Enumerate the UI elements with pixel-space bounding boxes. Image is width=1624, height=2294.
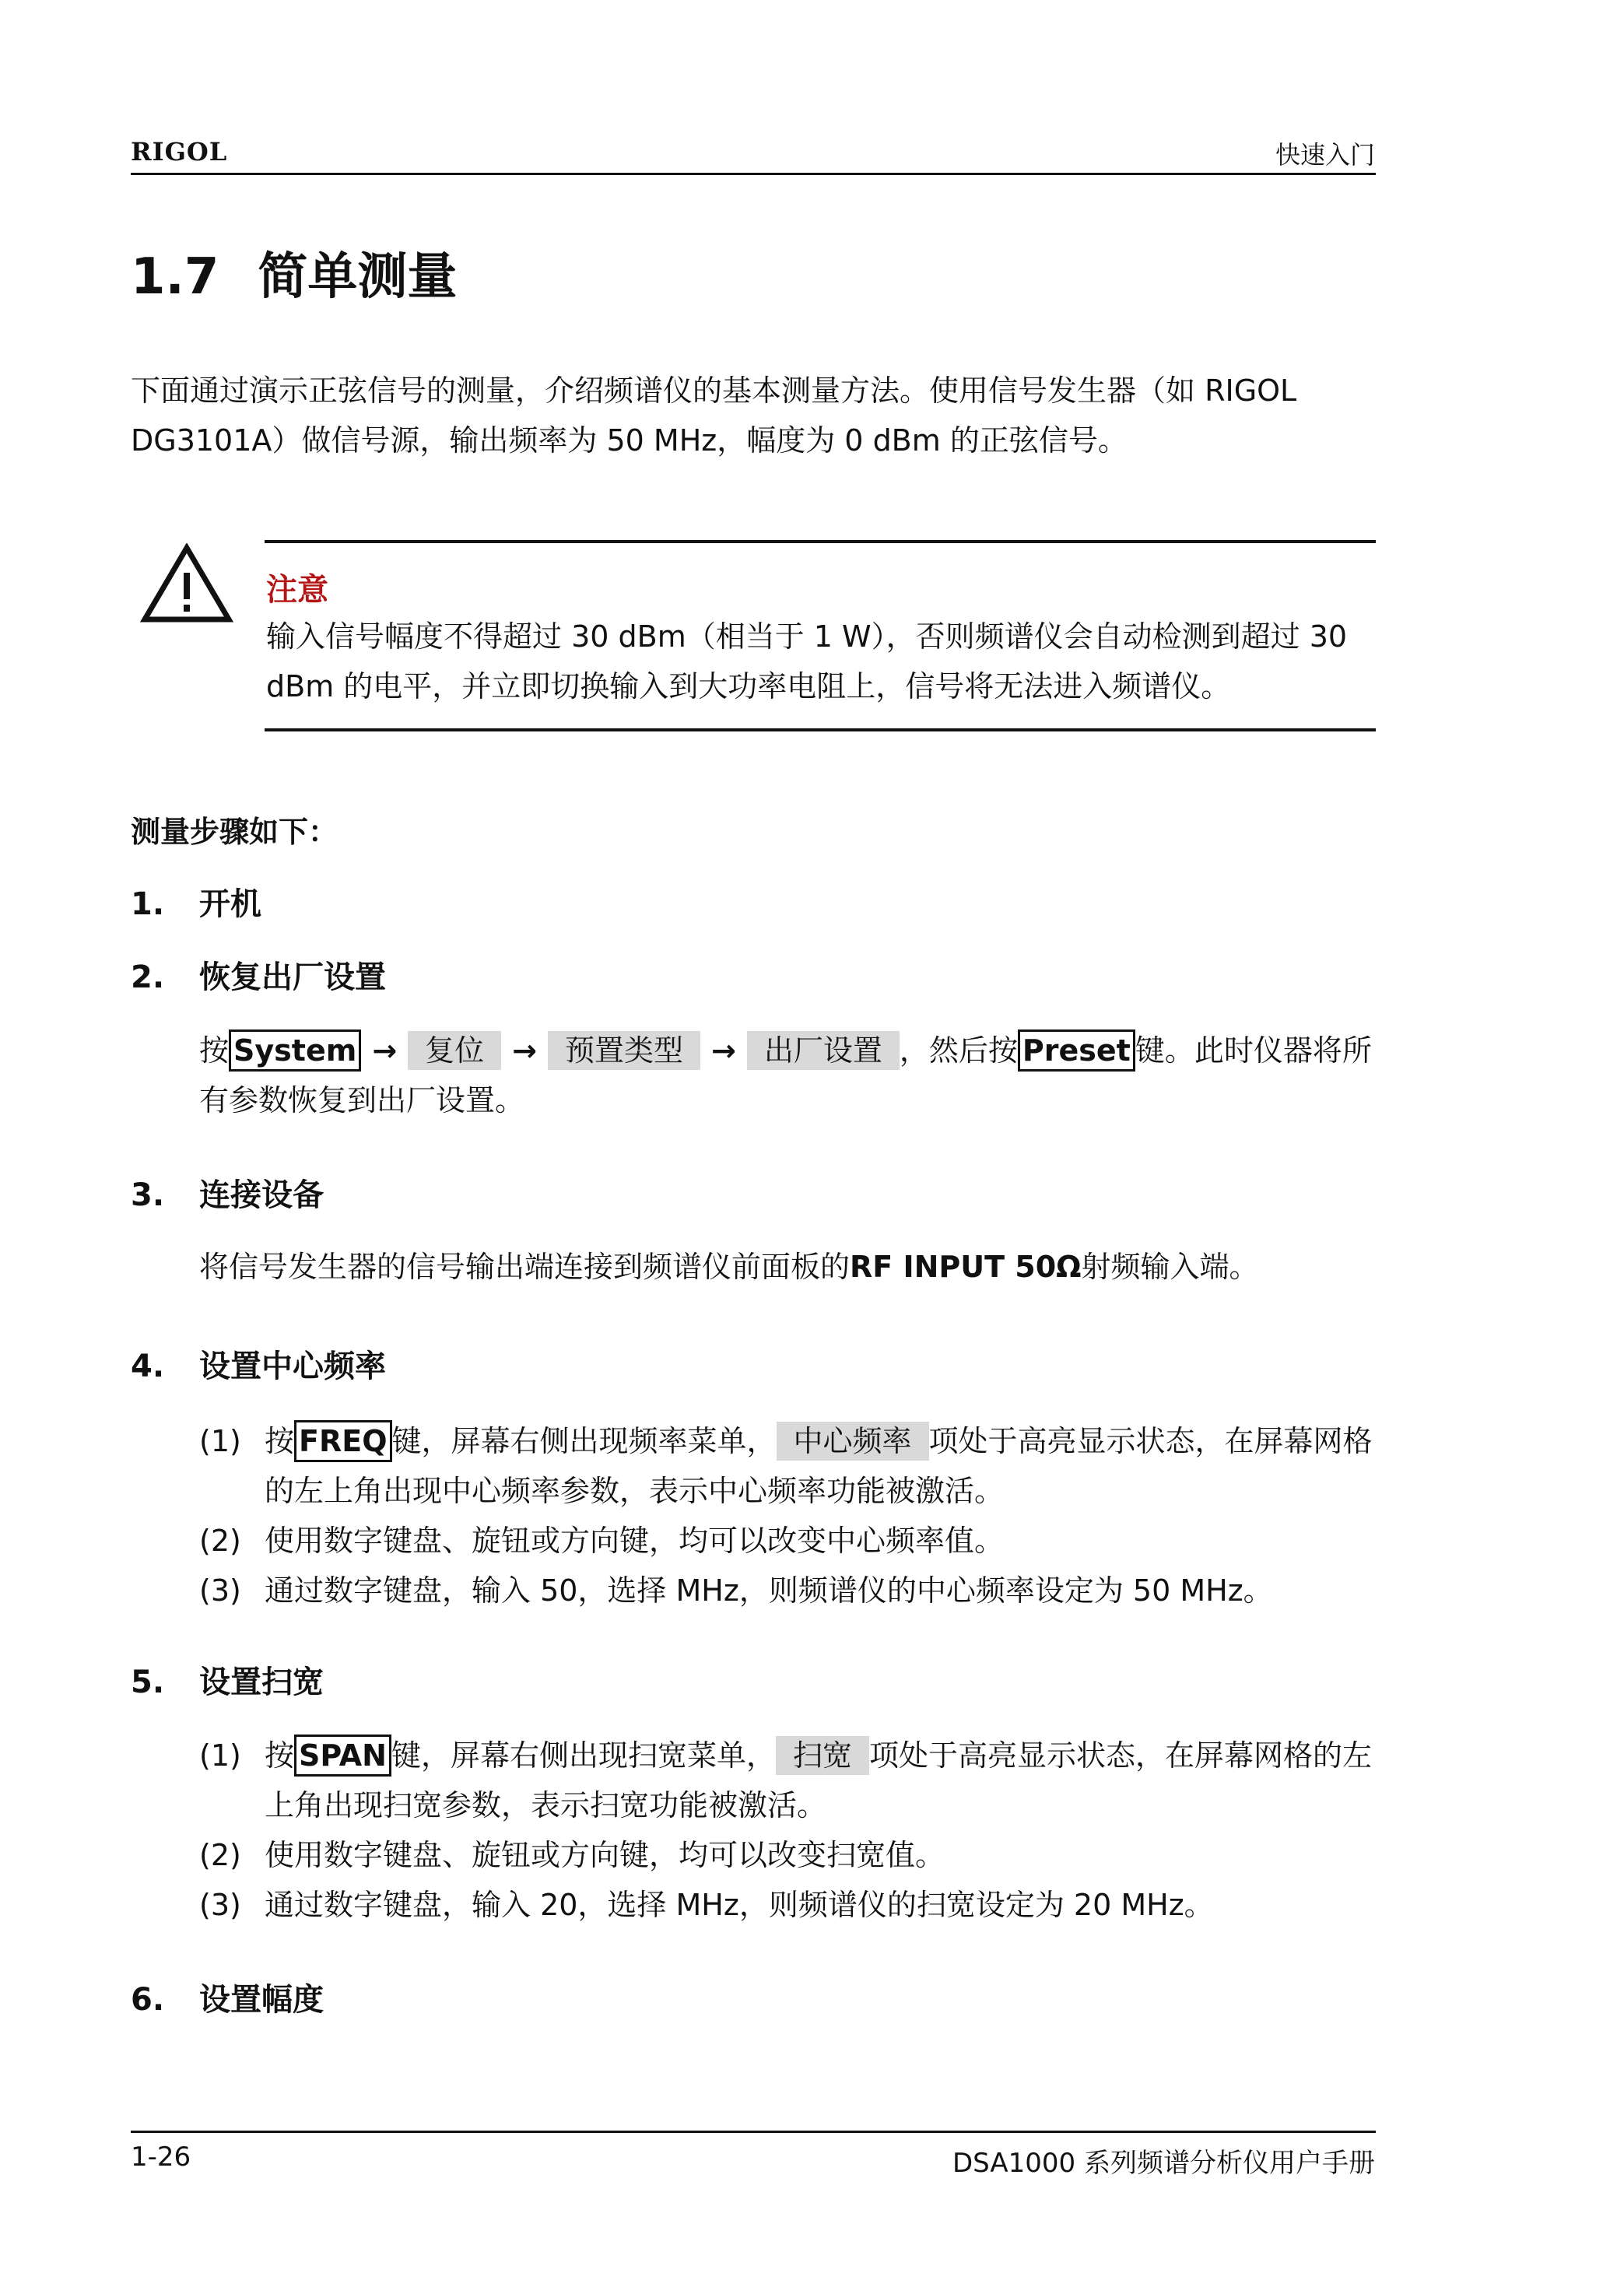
step-4-list	[199, 1416, 1376, 1615]
header-rule	[131, 173, 1376, 175]
item-index: (2)	[199, 1524, 241, 1558]
step-title: 恢复出厂设置	[199, 959, 386, 995]
item-index: (3)	[199, 1573, 241, 1608]
intro-paragraph: 下面通过演示正弦信号的测量，介绍频谱仪的基本测量方法。使用信号发生器（如 RIGOL DG3101A）做信号源，输出频率为 50 MHz，幅度为 0 dBm 的正弦信号。	[131, 374, 1297, 458]
text-segment: 将信号发生器的信号输出端连接到频谱仪前面板的	[199, 1250, 851, 1284]
text-segment: 按	[265, 1424, 295, 1458]
text-segment: 键，屏幕右侧出现扫宽菜单，	[391, 1738, 776, 1773]
text-segment: 射频输入端。	[1081, 1250, 1259, 1284]
list-item	[199, 1416, 1376, 1516]
item-index: (1)	[199, 1738, 241, 1773]
step-5-heading	[131, 1657, 324, 1702]
text-segment: 通过数字键盘，输入 50，选择 MHz，则频谱仪的中心频率设定为 50 MHz。	[265, 1573, 1273, 1608]
step-title: 设置扫宽	[199, 1664, 324, 1700]
steps-intro: 测量步骤如下：	[131, 815, 338, 849]
text-segment: 按	[199, 1033, 230, 1068]
arrow-icon: →	[711, 1033, 736, 1068]
text-segment: 通过数字键盘，输入 20，选择 MHz，则频谱仪的扫宽设定为 20 MHz。	[265, 1888, 1214, 1922]
text-segment: 按	[265, 1738, 295, 1773]
list-item	[199, 1731, 1376, 1830]
note-top-rule	[265, 540, 1376, 543]
item-index: (2)	[199, 1838, 241, 1872]
step-title: 设置幅度	[199, 1982, 324, 2018]
step-4-heading	[131, 1342, 386, 1386]
step-3-heading	[131, 1170, 324, 1215]
item-index: (3)	[199, 1888, 241, 1922]
system-key: System	[229, 1029, 361, 1072]
preset-key: Preset	[1018, 1029, 1135, 1072]
text-segment: 使用数字键盘、旋钮或方向键，均可以改变扫宽值。	[265, 1838, 945, 1872]
step-title: 开机	[199, 886, 261, 922]
footer-page-number: 1-26	[131, 2141, 191, 2173]
step-3-text	[199, 1242, 1376, 1292]
step-number: 3.	[131, 1177, 165, 1213]
text-segment: 使用数字键盘、旋钮或方向键，均可以改变中心频率值。	[265, 1524, 1005, 1558]
text-segment: 项处于高亮显示状态，在屏幕网格的左上角出现扫宽参数，表示扫宽功能被激活。	[265, 1738, 1373, 1822]
arrow-icon: →	[512, 1033, 538, 1068]
text-segment: 键。此时仪器将所有参数恢复到出厂设置。	[199, 1033, 1372, 1117]
footer-rule	[131, 2131, 1376, 2133]
text-segment: ，然后按	[899, 1033, 1018, 1068]
step-number: 4.	[131, 1349, 165, 1384]
softkey-factory-settings: 出厂设置	[747, 1031, 900, 1070]
softkey-center-freq: 中心频率	[777, 1422, 929, 1461]
freq-key: FREQ	[294, 1420, 391, 1462]
text-segment: 项处于高亮显示状态，在屏幕网格的左上角出现中心频率参数，表示中心频率功能被激活。	[265, 1424, 1373, 1508]
step-number: 6.	[131, 1982, 165, 2018]
warning-triangle-icon	[140, 543, 233, 624]
step-6-heading	[131, 1975, 324, 2019]
rf-input-label: RF INPUT 50Ω	[850, 1250, 1082, 1284]
item-index: (1)	[199, 1424, 241, 1458]
section-number: 1.7	[131, 248, 219, 306]
step-title: 设置中心频率	[199, 1349, 386, 1384]
step-2-heading	[131, 952, 386, 997]
step-2-text	[199, 1026, 1376, 1125]
span-key: SPAN	[294, 1735, 391, 1777]
list-item	[199, 1880, 1376, 1930]
header-section: 快速入门	[1275, 140, 1375, 170]
step-title: 连接设备	[199, 1177, 324, 1213]
list-item	[199, 1566, 1376, 1615]
step-number: 1.	[131, 886, 165, 922]
note-bottom-rule	[265, 728, 1376, 731]
softkey-reset: 复位	[408, 1031, 501, 1070]
softkey-span: 扫宽	[776, 1736, 869, 1775]
arrow-icon: →	[372, 1033, 398, 1068]
note-body: 输入信号幅度不得超过 30 dBm（相当于 1 W），否则频谱仪会自动检测到超过 30 dBm 的电平，并立即切换输入到大功率电阻上，信号将无法进入频谱仪。	[266, 619, 1348, 703]
section-title-text: 简单测量	[258, 248, 458, 306]
list-item	[199, 1516, 1376, 1566]
softkey-preset-type: 预置类型	[548, 1031, 700, 1070]
text-segment: 键，屏幕右侧出现频率菜单，	[391, 1424, 777, 1458]
section-title	[131, 237, 457, 308]
footer-doc-title: DSA1000 系列频谱分析仪用户手册	[952, 2148, 1375, 2179]
step-5-list	[199, 1731, 1376, 1930]
step-1-heading	[131, 879, 261, 924]
list-item	[199, 1830, 1376, 1880]
header-brand: RIGOL	[131, 137, 228, 167]
step-number: 5.	[131, 1664, 165, 1700]
step-number: 2.	[131, 959, 165, 995]
note-title: 注意	[266, 572, 328, 608]
